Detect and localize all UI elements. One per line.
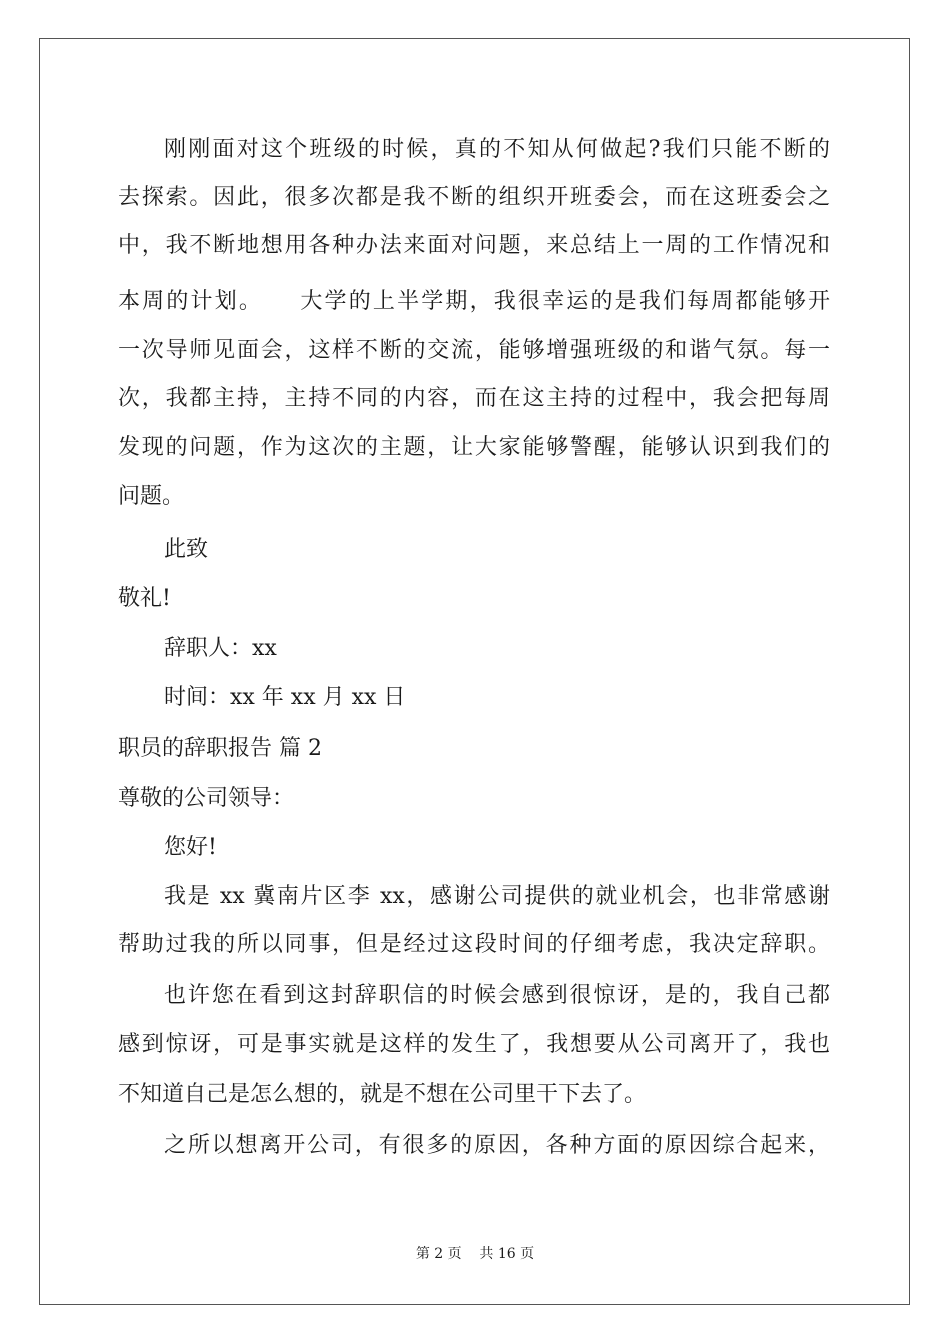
text-line: 之所以想离开公司，有很多的原因，各种方面的原因综合起来， [164,1133,830,1158]
text-line: 问题。 [118,484,185,509]
text-line: 一次导师见面会，这样不断的交流，能够增强班级的和谐气氛。每一 [118,338,830,363]
text-line: 我是 xx 冀南片区李 xx，感谢公司提供的就业机会，也非常感谢 [164,884,830,909]
text-line: 帮助过我的所以同事，但是经过这段时间的仔细考虑，我决定辞职。 [118,932,830,957]
greeting-line: 您好! [164,835,217,860]
text-line: 次，我都主持，主持不同的内容，而在这主持的过程中，我会把每周 [118,386,830,411]
signature-line: 辞职人：xx [164,636,277,661]
text-line: 去探索。因此，很多次都是我不断的组织开班委会，而在这班委会之 [118,185,830,210]
section-title: 职员的辞职报告 篇 2 [118,736,322,761]
salutation-line: 敬礼! [118,586,171,611]
page-footer: 第 2 页 共 16 页 [415,1246,535,1262]
text-line: 不知道自己是怎么想的，就是不想在公司里干下去了。 [118,1082,647,1107]
date-line: 时间：xx 年 xx 月 xx 日 [164,685,406,710]
text-line: 也许您在看到这封辞职信的时候会感到很惊讶，是的，我自己都 [164,983,830,1008]
greeting-line: 尊敬的公司领导： [118,786,295,811]
page-border [39,38,910,1305]
text-line: 感到惊讶，可是事实就是这样的发生了，我想要从公司离开了，我也 [118,1032,830,1057]
closing-line: 此致 [164,537,209,562]
text-line: 本周的计划。 大学的上半学期，我很幸运的是我们每周都能够开 [118,289,830,314]
text-line: 中，我不断地想用各种办法来面对问题，来总结上一周的工作情况和 [118,233,830,258]
text-line: 发现的问题，作为这次的主题，让大家能够警醒，能够认识到我们的 [118,435,830,460]
text-line: 刚刚面对这个班级的时候，真的不知从何做起?我们只能不断的 [164,137,830,162]
